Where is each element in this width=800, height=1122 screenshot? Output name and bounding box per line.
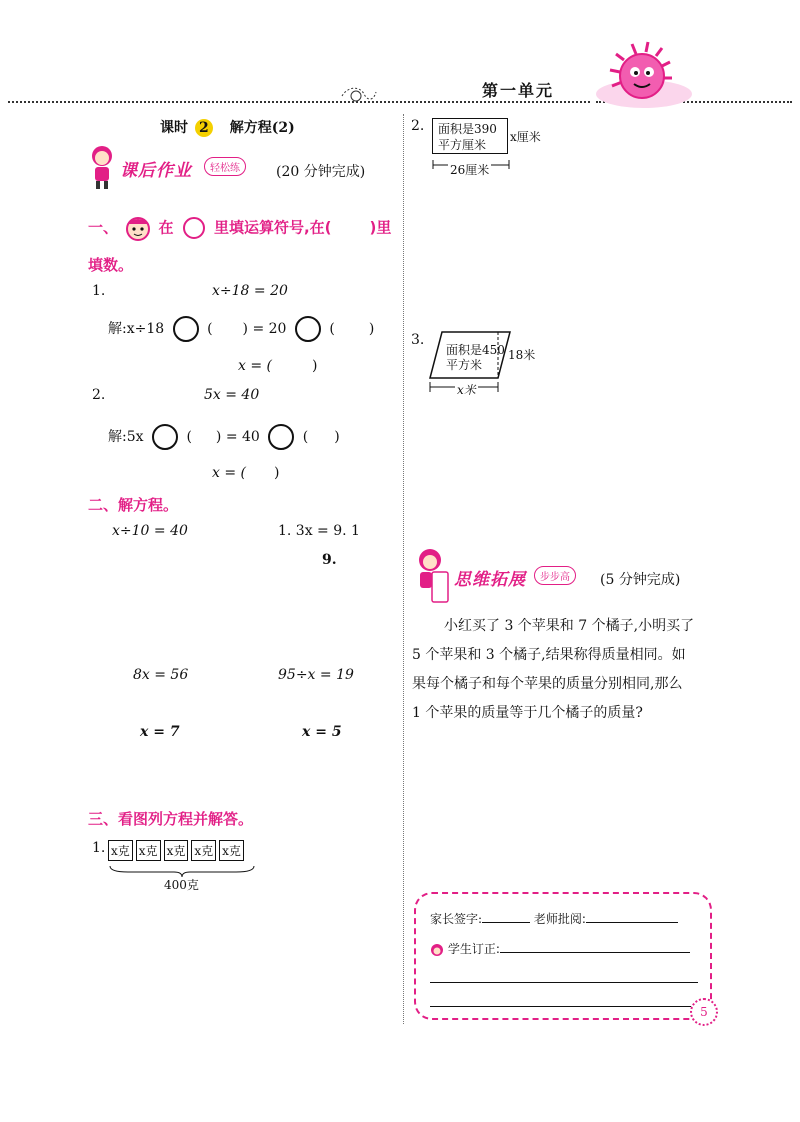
girl-mascot-icon (412, 546, 452, 604)
problem-line: 5 个苹果和 3 个橘子,结果称得质量相同。如 (412, 647, 686, 663)
s2-answer-4: x = 5 (302, 724, 342, 740)
s2-answer-2: 9. (322, 552, 337, 568)
section2-heading: 二、解方程。 (88, 496, 179, 514)
s3-q3-height-label: 18米 (508, 348, 536, 362)
weight-box: x克 (191, 840, 216, 861)
thinking-banner-title: 思维拓展 (454, 570, 526, 590)
weight-box: x克 (164, 840, 189, 861)
s3-q1-boxes (108, 840, 247, 861)
lesson-number-badge: 2 (195, 119, 213, 137)
student-mascot-icon (86, 144, 118, 190)
homework-banner-title: 课后作业 (120, 161, 192, 181)
s2-equation-3: 8x = 56 (133, 667, 189, 683)
student-correction-field[interactable] (500, 952, 690, 953)
q1-solution-line: 解:x÷18 ( ) = 20 ( ) (108, 316, 374, 342)
s3-q1-total: 400克 (164, 878, 199, 892)
s2-equation-2: 1. 3x = 9. 1 (278, 523, 360, 539)
s3-q3-area: 面积是450 平方米 (446, 343, 505, 372)
s3-q2-rectangle: 面积是390 平方厘米 (432, 118, 508, 154)
q2-operator-circle-2[interactable] (268, 424, 294, 450)
s3-q3-bottom-label: x米 (457, 383, 476, 397)
s3-q1-number: 1. (92, 840, 106, 856)
column-divider (403, 114, 404, 1024)
q2-number: 2. (92, 387, 106, 403)
student-correction-row: 学生订正: (430, 940, 690, 957)
s3-q2-bottom-label: 26厘米 (450, 163, 490, 177)
problem-line: 1 个苹果的质量等于几个橘子的质量? (412, 705, 643, 721)
q2-solution-line: 解:5x ( ) = 40 ( ) (108, 424, 340, 450)
q1-operator-circle-2[interactable] (295, 316, 321, 342)
s3-q2-number: 2. (411, 118, 425, 134)
weight-box: x克 (108, 840, 133, 861)
lesson-name: 解方程(2) (229, 120, 295, 136)
thinking-problem (412, 612, 722, 728)
problem-line: 果每个橘子和每个苹果的质量分别相同,那么 (412, 676, 683, 692)
weight-box: x克 (219, 840, 244, 861)
lesson-title (160, 117, 295, 137)
q2-answer: x = ( ) (212, 465, 280, 481)
s2-answer-3: x = 7 (140, 724, 180, 740)
page-number: 5 (690, 998, 718, 1026)
section3-heading: 三、看图列方程并解答。 (88, 810, 254, 828)
problem-line: 小红买了 3 个苹果和 7 个橘子,小明买了 (444, 618, 695, 634)
lesson-prefix: 课时 (160, 120, 188, 136)
boy-mascot-icon (123, 214, 153, 242)
q1-equation: x÷18 = 20 (212, 283, 288, 299)
signature-card (414, 892, 712, 1020)
writing-line[interactable] (430, 982, 698, 983)
s2-equation-1: x÷10 = 40 (112, 523, 188, 539)
section1-heading: 一、 在 里填运算符号,在( )里 (88, 214, 391, 242)
weight-box: x克 (136, 840, 161, 861)
writing-line[interactable] (430, 1006, 698, 1007)
parent-signature-row: 家长签字: 老师批阅: (430, 910, 678, 927)
sun-mascot-icon (592, 38, 696, 110)
thinking-banner-time: (5 分钟完成) (600, 572, 681, 588)
s2-equation-4: 95÷x = 19 (278, 667, 354, 683)
operator-circle-icon (183, 217, 205, 239)
q1-answer: x = ( ) (238, 358, 318, 374)
q2-equation: 5x = 40 (204, 387, 260, 403)
q1-number: 1. (92, 283, 106, 299)
unit-title: 第一单元 (482, 81, 555, 100)
header-dotted-rule (8, 101, 590, 103)
girl-face-icon (430, 943, 444, 957)
q1-operator-circle-1[interactable] (173, 316, 199, 342)
s3-q2-side-label: x厘米 (510, 130, 541, 144)
thinking-banner-badge: 步步高 (534, 566, 576, 585)
doodle-icon (338, 84, 378, 104)
q2-operator-circle-1[interactable] (152, 424, 178, 450)
homework-banner-badge: 轻松练 (204, 157, 246, 176)
s3-q3-number: 3. (411, 332, 425, 348)
section1-heading-cont: 填数。 (88, 256, 134, 274)
teacher-review-field[interactable] (586, 922, 678, 923)
homework-banner-time: (20 分钟完成) (276, 164, 366, 180)
parent-signature-field[interactable] (482, 922, 530, 923)
